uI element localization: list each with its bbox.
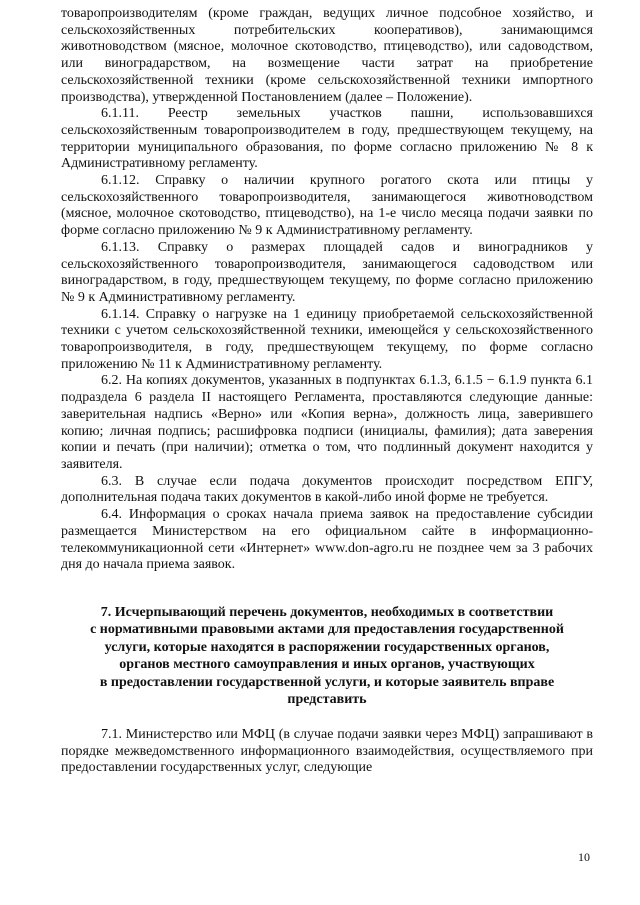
section-7-heading [61,604,593,709]
paragraph-6-1-11: 6.1.11. Реестр земельных участков пашни, использовавшихся сельскохозяйственным товаропроизводителем в году, предшествующем текущему, на территории муниципального образования, по форме согласно приложению № 8 к Административному регламенту. [61,106,593,172]
paragraph-6-4: 6.4. Информация о сроках начала приема заявок на предоставление субсидии размещается Министерством на его официальном сайте в информационно-телекоммуникационной сети «Интернет» www.don-agro.ru не позднее чем за 3 рабочих дня до начала приема заявок. [61,507,593,573]
heading-line: в предоставлении государственной услуги, и которые заявитель вправе [99,674,555,690]
paragraph-6-2: 6.2. На копиях документов, указанных в подпунктах 6.1.3, 6.1.5 − 6.1.9 пункта 6.1 подраздела 6 раздела II настоящего Регламента, проставляются следующие данные: заверительная надпись «Верно» или «Копия верна», должность лица, заверившего копию; личная подпись; расшифровка подписи (инициалы, фамилия); дата заверения копии и печать (при наличии); отметка о том, что подлинный документ находится у заявителя. [61,373,593,472]
heading-line: с нормативными правовыми актами для предоставления государственной [90,622,564,638]
paragraph-7-1: 7.1. Министерство или МФЦ (в случае подачи заявки через МФЦ) запрашивают в порядке межведомственного информационного взаимодействия, осуществляемого при предоставлении государственных услуг, следующие [61,726,593,776]
paragraph-6-1-13: 6.1.13. Справку о размерах площадей садов и виноградников у сельскохозяйственного товаропроизводителя, занимающегося садоводством или виноградарством, в году, предшествующем текущему, по форме согласно приложению № 9 к Административному регламенту. [61,239,593,305]
paragraph-continuation: товаропроизводителям (кроме граждан, ведущих личное подсобное хозяйство, и сельскохозяйственных потребительских кооперативов), занимающимся животноводством (мясное, молочное скотоводство, птицеводство), или садоводством, или виноградарством, на возмещение части затрат на приобретение сельскохозяйственной техники (кроме сельскохозяйственной техники импортного производства), утвержденной Постановлением (далее – Положение). [61,6,593,105]
paragraph-6-1-14: 6.1.14. Справку о нагрузке на 1 единицу приобретаемой сельскохозяйственной техники с учетом сельскохозяйственной техники, имеющейся у сельскохозяйственного товаропроизводителя, в году, предшествующем текущему, по форме согласно приложению № 11 к Административному регламенту. [61,306,593,372]
document-page [61,6,593,777]
heading-line: органов местного самоуправления и иных органов, участвующих [119,657,535,673]
paragraph-6-3: 6.3. В случае если подача документов происходит посредством ЕПГУ, дополнительная подача таких документов в какой-либо иной форме не требуется. [61,473,593,506]
paragraph-6-1-12: 6.1.12. Справку о наличии крупного рогатого скота или птицы у сельскохозяйственного товаропроизводителя, занимающегося животноводством (мясное, молочное скотоводство, птицеводство), на 1-е число месяца подачи заявки по форме согласно приложению № 9 к Административному регламенту. [61,173,593,239]
heading-line: 7. Исчерпывающий перечень документов, необходимых в соответствии [100,604,554,620]
page-number: 10 [578,850,590,864]
heading-line: услуги, которые находятся в распоряжении государственных органов, [104,639,550,655]
heading-line: представить [287,692,367,708]
